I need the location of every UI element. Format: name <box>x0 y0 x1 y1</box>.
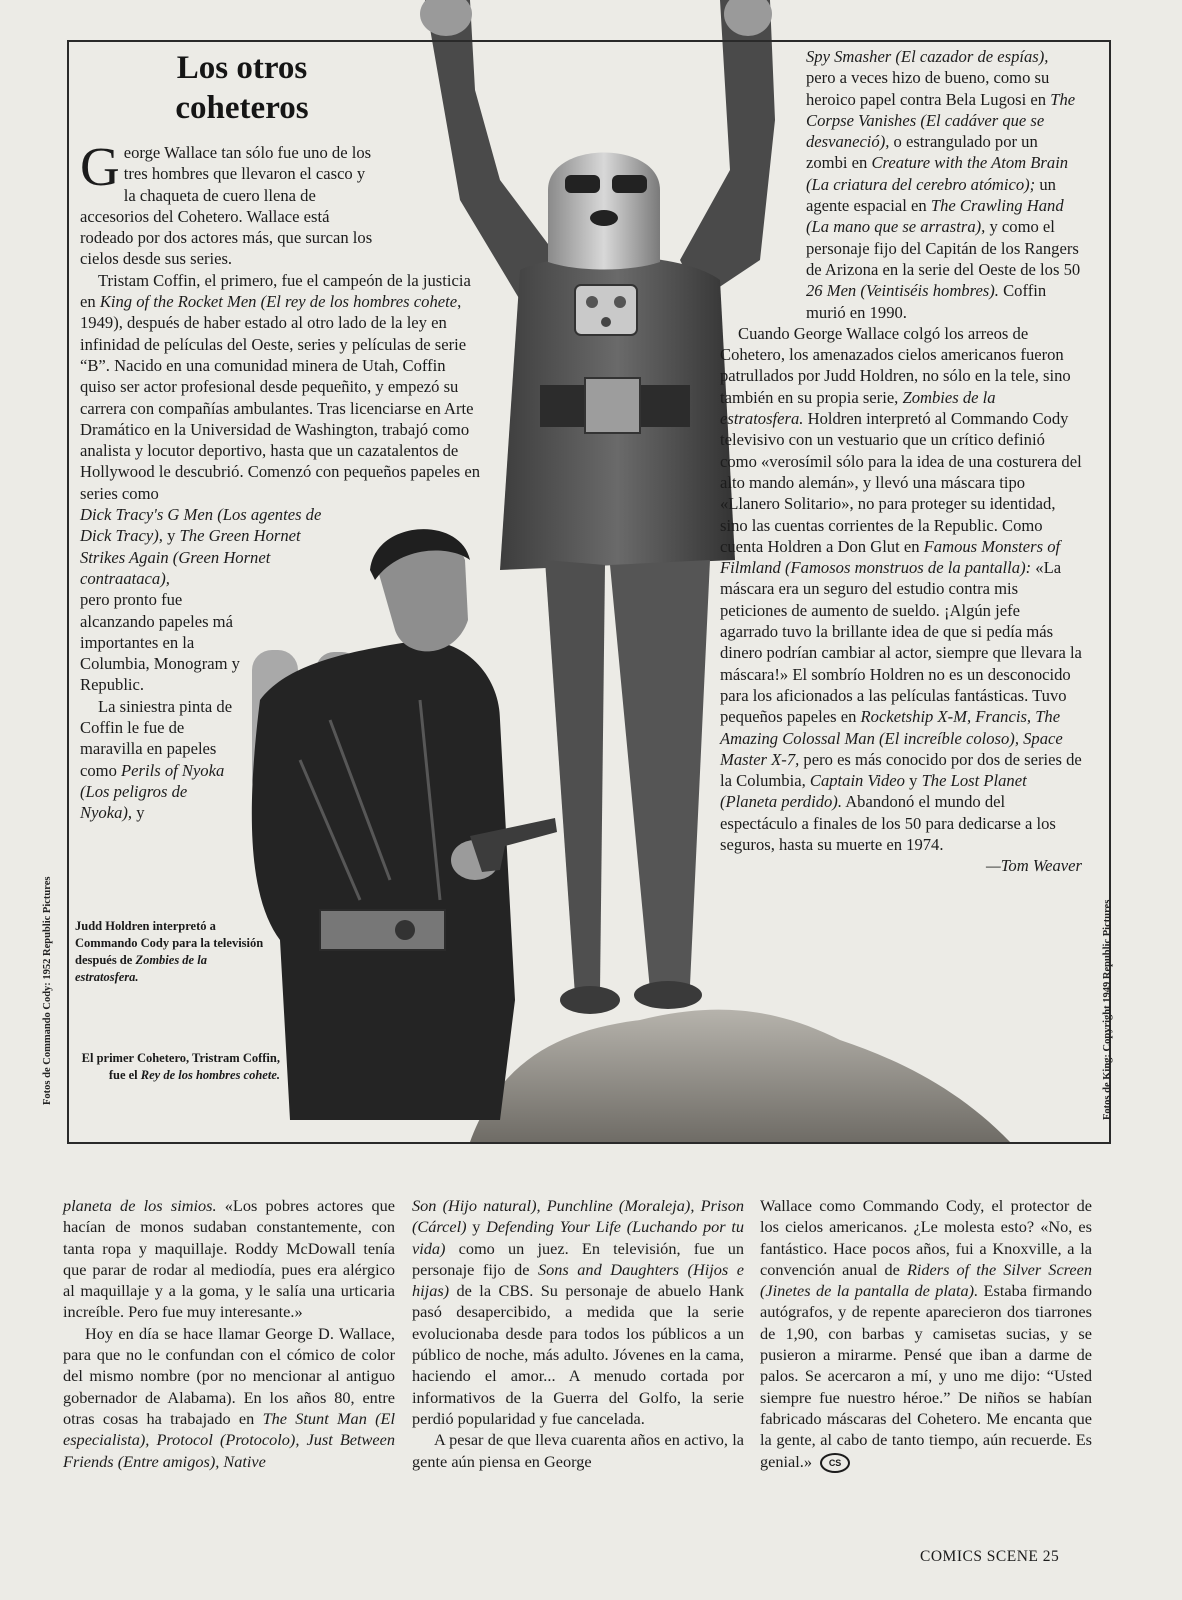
intro-paragraph: George Wallace tan sólo fue uno de los tres hombres que llevaron el casco y la chaqueta de cuero llena de accesorios del Cohetero. Wallace está rodeado por dos actores más, que surcan los cielos desde sus series. <box>80 136 373 269</box>
photo-credit-right: Fotos de King: Copyright 1949 Republic Pictures <box>1102 899 1113 1120</box>
headline-line-2: coheteros <box>175 90 309 126</box>
column-3: Wallace como Commando Cody, el protector de los cielos americanos. ¿Le molesta esto? «No, es fantástico. Hace pocos años, fui a Knoxville, a la convención anual de Riders of the Silver Screen (Jinetes de la pantalla de plata). Estaba firmando autógrafos, y de repente aparecieron dos tiarrones de 1,90, con barbas y camisetas sucias, y se pusieron a mirarme. Pensé que iban a darme de palos. Se acercaron a mí, y uno me dijo: “Usted siempre fue nuestro héroe.” De niños se habían fabricado máscaras del Cohetero. Me encanta que la gente, al cabo de tanto tiempo, aún recuerde. Es genial.» CS <box>760 1195 1092 1535</box>
coffin-roles-paragraph: Spy Smasher (El cazador de espías), pero a veces hizo de bueno, como su heroico papel contra Bela Lugosi en The Corpse Vanishes (El cadáver que se desvaneció), o estrangulado por un zombi en Creature with the Atom Brain (La criatura del cerebro atómico); un agente espacial en The Crawling Hand (La mano que se arrastra), y como el personaje fijo del Capitán de los Rangers de Arizona en la serie del Oeste de los 50 26 Men (Veintiséis hombres). Coffin murió en 1990. <box>806 47 1081 322</box>
column-2: Son (Hijo natural), Punchline (Moraleja), Prison (Cárcel) y Defending Your Life (Luchando por tu vida) como un juez. En televisión, fue un personaje fijo de Sons and Daughters (Hijos e hijas) de la CBS. Su personaje de abuelo Hank pasó desapercibido, a medida que la serie evolucionaba desde para todos los públicos a un público de noche, más adulto. Jóvenes en la cama, haciendo el amor... A menudo cortada por informativos de la Guerra del Golfo, la serie perdió popularidad y fue cancelada. A pesar de que lleva cuarenta años en activo, la gente aún piensa en George <box>412 1196 744 1471</box>
signature: —Tom Weaver <box>985 856 1082 876</box>
drop-cap: G <box>80 136 120 197</box>
comics-scene-logo-icon: CS <box>820 1453 850 1473</box>
left-article-text <box>80 136 485 824</box>
headline-line-1: Los otros <box>176 50 308 86</box>
right-article-text <box>720 46 1082 877</box>
roles-paragraph: pero pronto fue alcanzando papeles má importantes en la Columbia, Monogram y Republic. <box>80 590 240 695</box>
caption-coffin: El primer Cohetero, Tristram Coffin, fue el Rey de los hombres cohete. <box>81 1051 280 1082</box>
page-footer: COMICS SCENE 25 <box>920 1548 1060 1565</box>
photo-credit-left: Fotos de Commando Cody: 1952 Republic Pictures <box>42 876 53 1105</box>
villain-paragraph: La siniestra pinta de Coffin le fue de maravilla en papeles como Perils of Nyoka (Los peligros de Nyoka), y <box>80 696 233 823</box>
holdren-paragraph: Cuando George Wallace colgó los arreos de Cohetero, los amenazados cielos americanos fueron patrullados por Judd Holdren, no sólo en la tele, sino también en su propia serie, Zombies de la estratosfera. Holdren interpretó al Commando Cody televisivo con un vestuario que un crítico definió como «verosímil sólo para la idea de una costurera del alto mando alemán», y llevó una máscara tipo «Llanero Solitario», no para proteger su identidad, sino las cuentas corrientes de la Republic. Como cuenta Holdren a Don Glut en Famous Monsters of Filmland (Famosos monstruos de la pantalla): «La máscara era un seguro del estudio contra mis peticiones de aumento de sueldo. ¡Algún jefe agarrado tuvo la brillante idea de que si pedía más dinero podrían cambiar al actor, siempre que llevara la máscara!» El sombrío Holdren no es un desconocido para los aficionados a las películas fantásticas. Tuvo pequeños papeles en Rocketship X-M, Francis, The Amazing Colossal Man (El increíble coloso), Space Master X-7, pero es más conocido por dos de series de la Columbia, Captain Video y The Lost Planet (Planeta perdido). Abandonó el mundo del espectáculo a finales de los 50 para dedicarse a los seguros, hasta su muerte en 1974. <box>720 323 1082 854</box>
caption-holdren: Judd Holdren interpretó a Commando Cody para la televisión después de Zombies de la estratosfera. <box>75 919 264 984</box>
column-1: planeta de los simios. «Los pobres actores que hacían de monos sudaban constantemente, con tanta ropa y maquillaje. Roddy McDowall tenía que parar de rodar al mediodía, pues era alérgico al maquillaje y a la goma, y le salía una urticaria increíble. Pero fue muy interesante.» Hoy en día se hace llamar George D. Wallace, para que no le confundan con el cómico de color del mismo nombre (por no mencionar al antiguo gobernador de Alabama). En los años 80, entre otras cosas ha trabajado en The Stunt Man (El especialista), Protocol (Protocolo), Just Between Friends (Entre amigos), Native <box>63 1196 395 1471</box>
headline <box>72 48 412 128</box>
series-paragraph: Dick Tracy's G Men (Los agentes de Dick Tracy), y The Green Hornet Strikes Again (Green Hornet contraataca), <box>80 505 322 588</box>
coffin-paragraph: Tristam Coffin, el primero, fue el campeón de la justicia en King of the Rocket Men (El rey de los hombres cohete, 1949), después de haber estado al otro lado de la ley en infinidad de películas del Oeste, series y películas de serie “B”. Nacido en una comunidad minera de Utah, Coffin quiso ser actor profesional desde pequeñito, y empezó su carrera con compañías ambulantes. Tras licenciarse en Arte Dramático en la Universidad de Washington, trabajó como analista y locutor deportivo, hasta que un cazatalentos de Hollywood le descubrió. Comenzó con pequeños papeles en series como <box>80 270 480 503</box>
